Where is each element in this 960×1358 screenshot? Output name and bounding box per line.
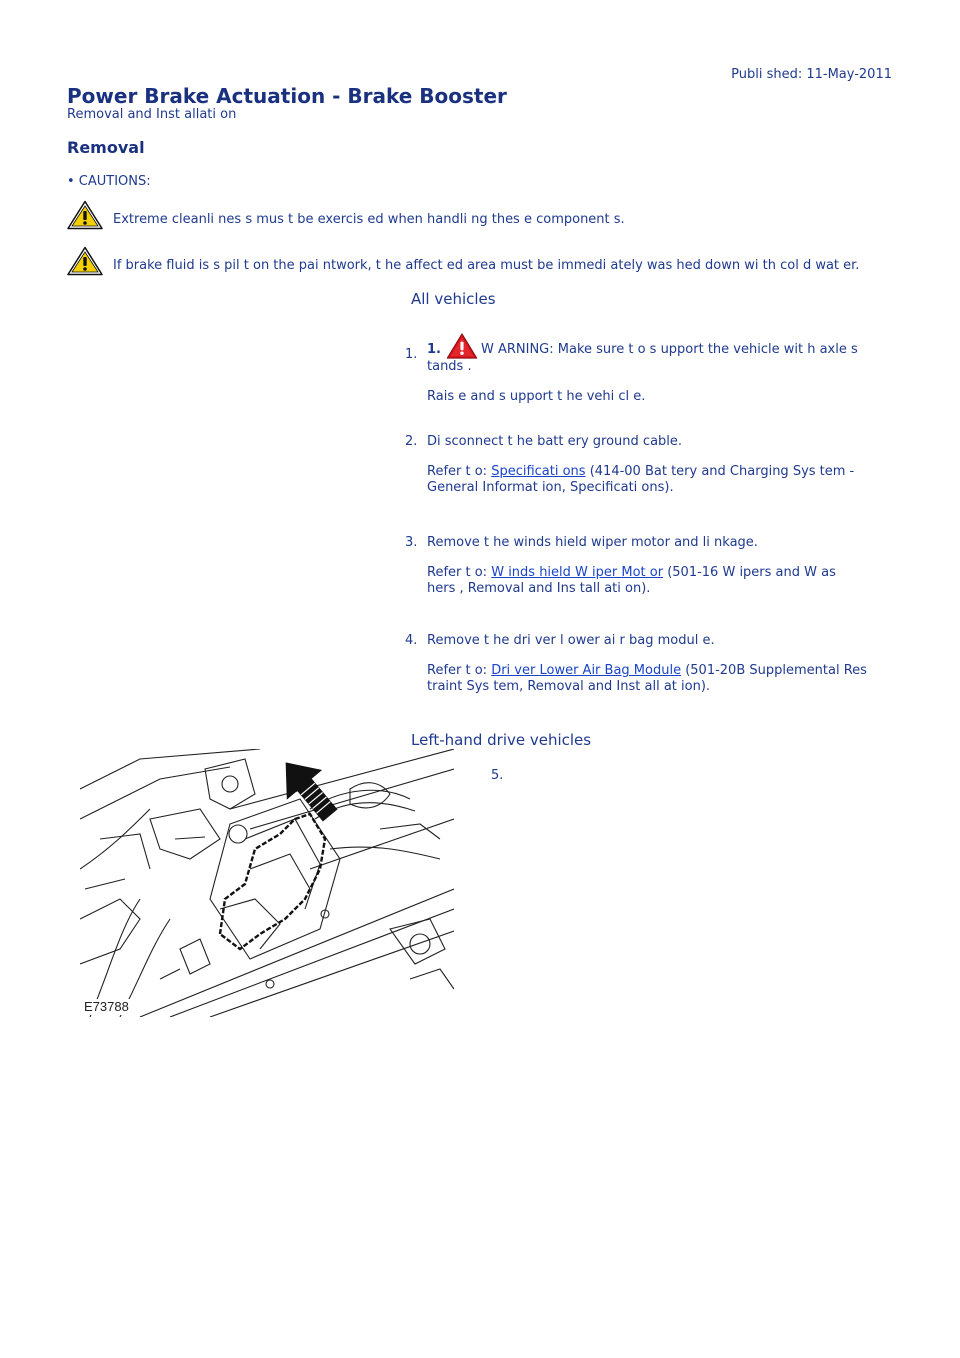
step-text: Di sconnect t he batt ery ground cable. (427, 434, 683, 449)
step-4 (427, 633, 867, 695)
illustration-drawing (80, 749, 454, 1017)
caution-icon (67, 200, 103, 230)
step-reference: Refer t o: Specificati ons (414-00 Bat tery and Charging Sys tem - General Informat ion, Specificati ons). (427, 464, 855, 495)
published-date: Publi shed: 11-May-2011 (731, 67, 892, 82)
caution-icon (67, 246, 103, 276)
group-heading-lhd-vehicles: Left-hand drive vehicles (411, 731, 592, 749)
specifications-link[interactable]: Specificati ons (491, 464, 586, 479)
brake-booster-illustration (80, 749, 454, 1017)
step-text: Rais e and s upport t he vehi cl e. (427, 389, 646, 404)
cautions-label: • CAUTIONS: (67, 174, 151, 189)
step-text: Remove t he winds hield wiper motor and li nkage. (427, 535, 758, 550)
caution-item (67, 246, 859, 276)
caution-item (67, 200, 625, 230)
removal-heading: Removal (67, 138, 145, 157)
step-number: 2. (405, 434, 418, 449)
step-2 (427, 434, 867, 496)
group-heading-all-vehicles: All vehicles (411, 290, 496, 308)
step-reference: Refer t o: Dri ver Lower Air Bag Module (501-20B Supplemental Res traint Sys tem, Removal and Inst all at ion). (427, 663, 867, 694)
step-reference: Refer t o: W inds hield W iper Mot or (501-16 W ipers and W as hers , Removal and Ins tall ati on). (427, 565, 836, 596)
driver-lower-air-bag-module-link[interactable]: Dri ver Lower Air Bag Module (491, 663, 682, 678)
step-text: Remove t he dri ver l ower ai r bag modul e. (427, 633, 715, 648)
warning-icon (445, 333, 479, 359)
step-3 (427, 535, 867, 597)
step-number: 4. (405, 633, 418, 648)
step-number: 1. (405, 347, 418, 362)
caution-text: If brake fluid is s pil t on the pai ntwork, t he affect ed area must be immedi ately was hed down wi th col d wat er. (113, 258, 860, 273)
warning-text: W ARNING: Make sure t o s upport the vehicle wit h axle s tands . (427, 342, 858, 374)
page-title: Power Brake Actuation - Brake Booster (67, 84, 507, 108)
figure-label: E73788 (84, 999, 129, 1014)
page-subtitle: Removal and Inst allati on (67, 107, 237, 122)
step-number: 3. (405, 535, 418, 550)
warning-number: 1. (427, 342, 441, 357)
step-1 (427, 333, 867, 405)
caution-text: Extreme cleanli nes s mus t be exercis ed when handli ng thes e component s. (113, 212, 625, 227)
step-number: 5. (491, 768, 504, 783)
windshield-wiper-motor-link[interactable]: W inds hield W iper Mot or (491, 565, 664, 580)
